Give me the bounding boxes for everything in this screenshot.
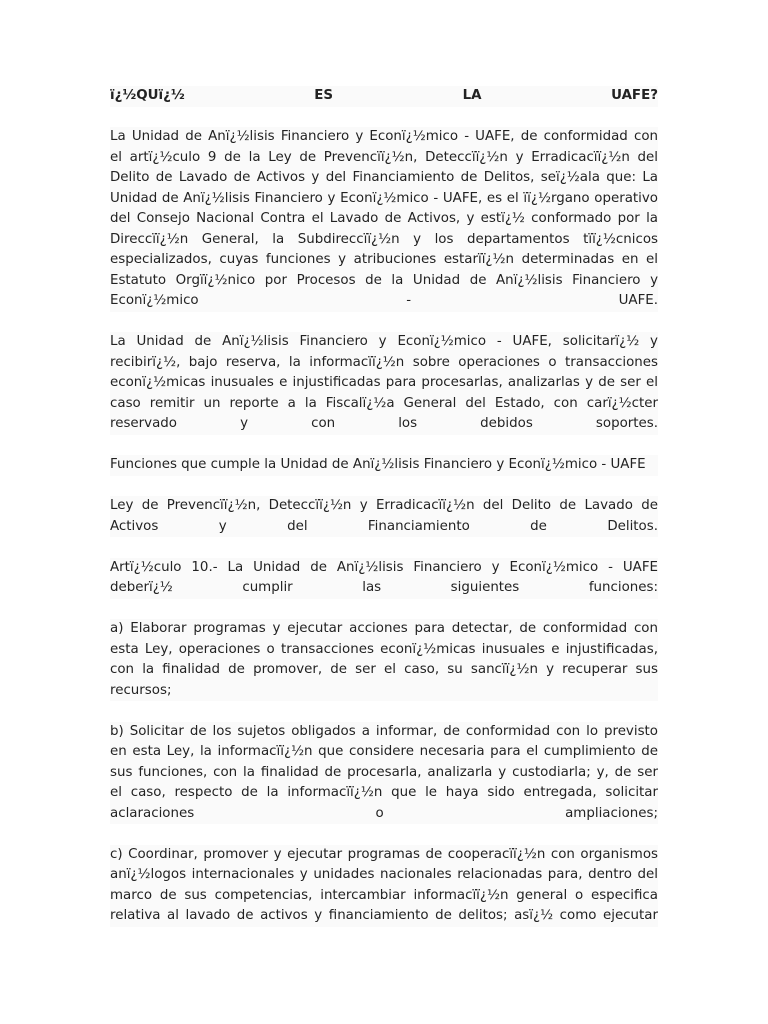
text-line: anï¿½logos internacionales y unidades nacionales relacionadas para, dentro del [110, 865, 658, 886]
text-line: Artï¿½culo 10.- La Unidad de Anï¿½lisis Financiero y Econï¿½mico - UAFE [110, 558, 658, 579]
text-line: deberï¿½ cumplir las siguientes funciones: [110, 578, 658, 599]
paragraph-gap [110, 701, 658, 722]
text-line: reservado y con los debidos soportes. [110, 414, 658, 435]
paragraph-law-name [110, 496, 658, 537]
text-line: La Unidad de Anï¿½lisis Financiero y Econï¿½mico - UAFE, de conformidad con [110, 127, 658, 148]
text-line: aclaraciones o ampliaciones; [110, 804, 658, 825]
text-line: el caso, respecto de la informacïï¿½n que le haya sido entregada, solicitar [110, 783, 658, 804]
text-line: b) Solicitar de los sujetos obligados a informar, de conformidad con lo previsto [110, 722, 658, 743]
text-line: Ley de Prevencïï¿½n, Deteccïï¿½n y Erradicacïï¿½n del Delito de Lavado de [110, 496, 658, 517]
text-line: Funciones que cumple la Unidad de Anï¿½lisis Financiero y Econï¿½mico - UAFE [110, 455, 658, 476]
text-line: el artï¿½culo 9 de la Ley de Prevencïï¿½n, Deteccïï¿½n y Erradicacïï¿½n del [110, 148, 658, 169]
paragraph-gap [110, 476, 658, 497]
paragraph-gap [110, 599, 658, 620]
paragraph-gap [110, 537, 658, 558]
paragraph-gap [110, 312, 658, 333]
text-line: recursos; [110, 681, 658, 702]
paragraph-article-10 [110, 558, 658, 599]
paragraph-reporting [110, 332, 658, 435]
paragraph-gap [110, 435, 658, 456]
text-line: Econï¿½mico - UAFE. [110, 291, 658, 312]
paragraph-gap [110, 107, 658, 128]
document-title: ï¿½QUï¿½ ES LA UAFE? [110, 86, 658, 107]
paragraph-item-b [110, 722, 658, 825]
paragraph-functions-heading [110, 455, 658, 476]
paragraph-item-c [110, 845, 658, 927]
text-line: relativa al lavado de activos y financiamiento de delitos; asï¿½ como ejecutar [110, 906, 658, 927]
text-line: con la finalidad de promover, de ser el caso, su sancïï¿½n y recuperar sus [110, 660, 658, 681]
text-line: econï¿½micas inusuales e injustificadas para procesarlas, analizarlas y de ser el [110, 373, 658, 394]
text-line: marco de sus competencias, intercambiar informacïï¿½n general o especifica [110, 886, 658, 907]
text-line: caso remitir un reporte a la Fiscalï¿½a General del Estado, con carï¿½cter [110, 394, 658, 415]
text-line: especializados, cuyas funciones y atribuciones estarïï¿½n determinadas en el [110, 250, 658, 271]
paragraph-item-a [110, 619, 658, 701]
text-line: del Consejo Nacional Contra el Lavado de Activos, y estï¿½ conformado por la [110, 209, 658, 230]
paragraph-gap [110, 824, 658, 845]
text-line: Activos y del Financiamiento de Delitos. [110, 517, 658, 538]
text-line: Estatuto Orgïï¿½nico por Procesos de la Unidad de Anï¿½lisis Financiero y [110, 271, 658, 292]
text-line: Delito de Lavado de Activos y del Financiamiento de Delitos, seï¿½ala que: La [110, 168, 658, 189]
text-line: a) Elaborar programas y ejecutar acciones para detectar, de conformidad con [110, 619, 658, 640]
paragraph-uafe-definition [110, 127, 658, 312]
text-line: Direccïï¿½n General, la Subdireccïï¿½n y los departamentos tïï¿½cnicos [110, 230, 658, 251]
text-line: esta Ley, operaciones o transacciones econï¿½micas inusuales e injustificadas, [110, 640, 658, 661]
text-line: sus funciones, con la finalidad de procesarla, analizarla y custodiarla; y, de ser [110, 763, 658, 784]
text-line: Unidad de Anï¿½lisis Financiero y Econï¿½mico - UAFE, es el ïï¿½rgano operativo [110, 189, 658, 210]
text-line: en esta Ley, la informacïï¿½n que considere necesaria para el cumplimiento de [110, 742, 658, 763]
text-line: recibirï¿½, bajo reserva, la informacïï¿½n sobre operaciones o transacciones [110, 353, 658, 374]
text-line: La Unidad de Anï¿½lisis Financiero y Econï¿½mico - UAFE, solicitarï¿½ y [110, 332, 658, 353]
document-page [110, 86, 658, 927]
text-line: c) Coordinar, promover y ejecutar programas de cooperacïï¿½n con organismos [110, 845, 658, 866]
